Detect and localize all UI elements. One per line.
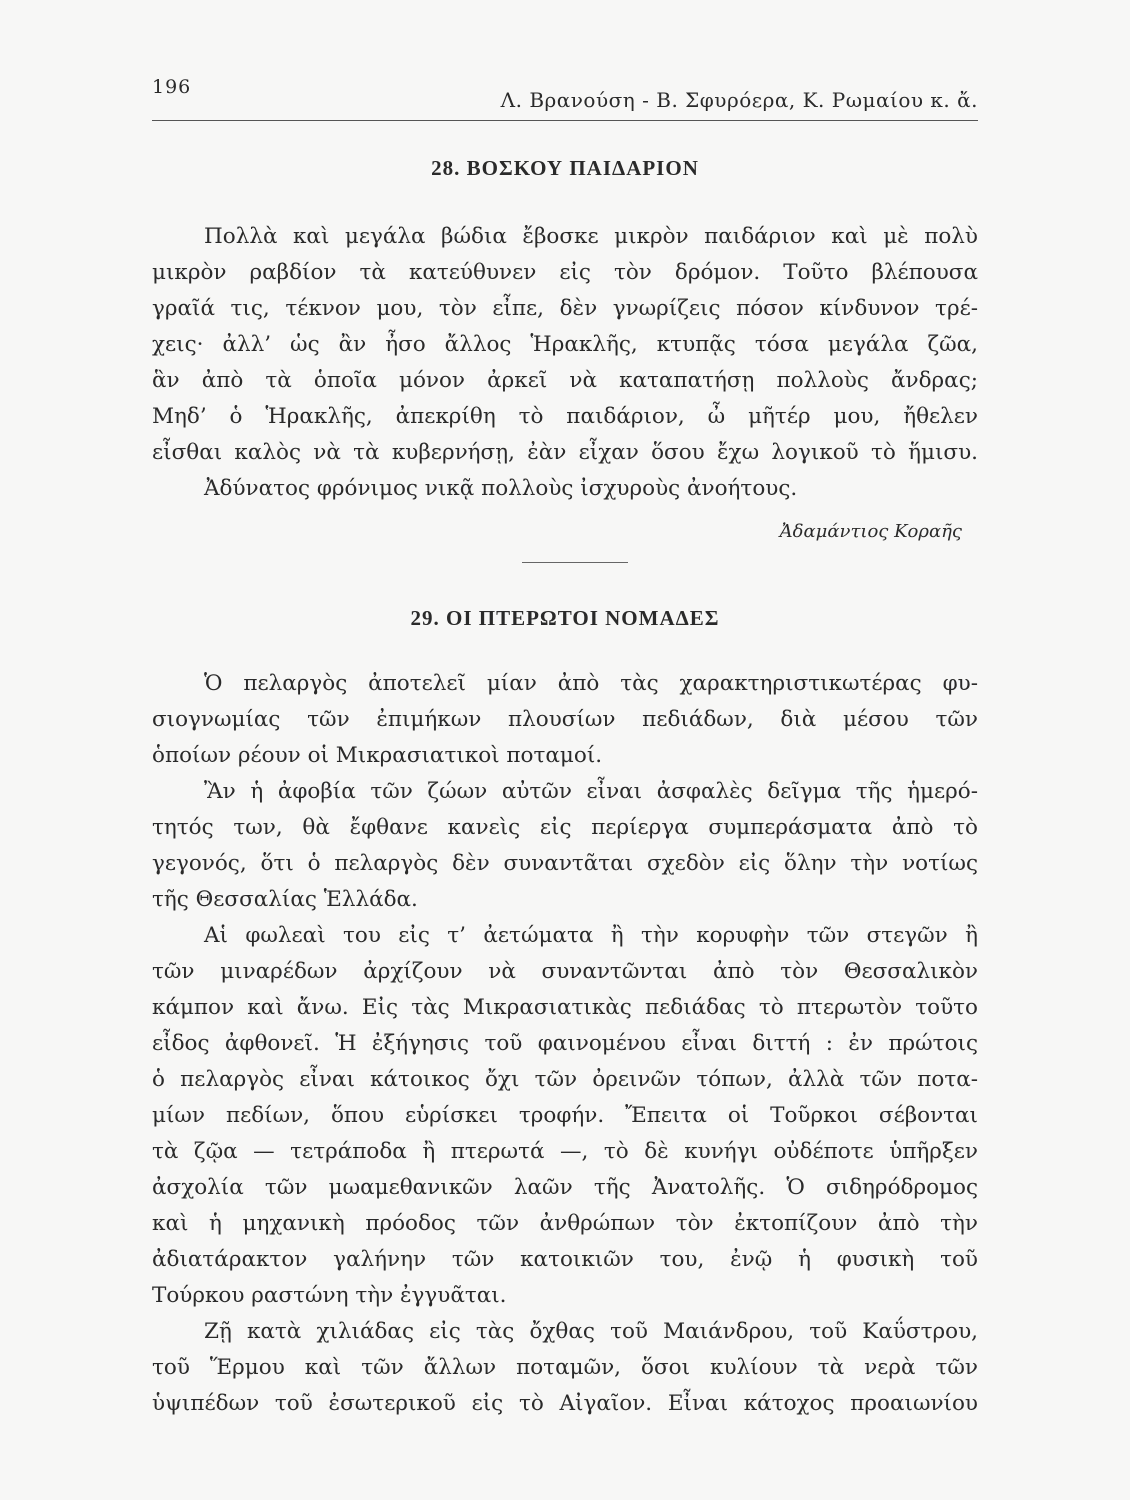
- text-line: σιογνωμίας τῶν ἐπιμήκων πλουσίων πεδιάδων, διὰ μέσου τῶν: [152, 707, 978, 732]
- text-line: τῆς Θεσσαλίας Ἑλλάδα.: [152, 887, 418, 912]
- text-line: ἀσχολία τῶν μωαμεθανικῶν λαῶν τῆς Ἀνατολῆς. Ὁ σιδηρόδρομος: [152, 1175, 978, 1200]
- author-signature: Ἀδαμάντιος Κοραῆς: [779, 521, 962, 542]
- text-line: ἀδιατάρακτον γαλήνην τῶν κατοικιῶν του, ἐνῷ ἡ φυσικὴ τοῦ: [152, 1247, 978, 1272]
- text-line: Τούρκου ραστώνη τὴν ἐγγυᾶται.: [152, 1283, 507, 1308]
- text-line: Μηδ’ ὁ Ἡρακλῆς, ἀπεκρίθη τὸ παιδάριον, ὦ μῆτέρ μου, ἤθελεν: [152, 404, 978, 429]
- text-line: μίων πεδίων, ὅπου εὑρίσκει τροφήν. Ἔπειτα οἱ Τοῦρκοι σέβονται: [152, 1103, 978, 1128]
- text-line: καὶ ἡ μηχανικὴ πρόοδος τῶν ἀνθρώπων τὸν ἐκτοπίζουν ἀπὸ τὴν: [152, 1211, 978, 1236]
- running-head: Λ. Βρανούση - Β. Σφυρόερα, Κ. Ρωμαίου κ. ἄ.: [500, 88, 978, 112]
- text-line: ὑψιπέδων τοῦ ἐσωτερικοῦ εἰς τὸ Αἰγαῖον. Εἶναι κάτοχος προαιωνίου: [152, 1391, 978, 1416]
- text-line: ἃν ἀπὸ τὰ ὁποῖα μόνον ἀρκεῖ νὰ καταπατήσῃ πολλοὺς ἄνδρας;: [152, 368, 978, 393]
- text-line: Ἂν ἡ ἀφοβία τῶν ζώων αὐτῶν εἶναι ἀσφαλὲς δεῖγμα τῆς ἡμερό-: [204, 779, 978, 804]
- text-line: γραῖά τις, τέκνον μου, τὸν εἶπε, δὲν γνωρίζεις πόσον κίνδυνον τρέ-: [152, 296, 978, 321]
- section-separator: [522, 562, 628, 563]
- text-line: Ὁ πελαργὸς ἀποτελεῖ μίαν ἀπὸ τὰς χαρακτηριστικωτέρας φυ-: [204, 671, 978, 696]
- section-title-29: 29. ΟΙ ΠΤΕΡΩΤΟΙ ΝΟΜΑΔΕΣ: [410, 606, 720, 630]
- text-line: Ζῇ κατὰ χιλιάδας εἰς τὰς ὄχθας τοῦ Μαιάνδρου, τοῦ Καΰστρου,: [204, 1319, 978, 1344]
- page-header: [152, 76, 978, 126]
- text-line: τοῦ Ἕρμου καὶ τῶν ἄλλων ποταμῶν, ὅσοι κυλίουν τὰ νερὰ τῶν: [152, 1355, 978, 1380]
- section-title-28: 28. ΒΟΣΚΟΥ ΠΑΙΔΑΡΙΟΝ: [431, 156, 699, 180]
- text-line: κάμπον καὶ ἄνω. Εἰς τὰς Μικρασιατικὰς πεδιάδας τὸ πτερωτὸν τοῦτο: [152, 995, 978, 1020]
- text-line: Αἱ φωλεαὶ του εἰς τ’ ἀετώματα ἢ τὴν κορυφὴν τῶν στεγῶν ἢ: [204, 923, 978, 948]
- text-line: εἶσθαι καλὸς νὰ τὰ κυβερνήσῃ, ἐὰν εἶχαν ὅσου ἔχω λογικοῦ τὸ ἥμισυ.: [152, 440, 978, 465]
- header-rule: [152, 120, 978, 121]
- text-line: Ἀδύνατος φρόνιμος νικᾷ πολλοὺς ἰσχυροὺς ἀνοήτους.: [204, 476, 798, 501]
- text-line: ὁποίων ρέουν οἱ Μικρασιατικοὶ ποταμοί.: [152, 743, 603, 768]
- text-line: ὁ πελαργὸς εἶναι κάτοικος ὄχι τῶν ὀρεινῶν τόπων, ἀλλὰ τῶν ποτα-: [152, 1067, 978, 1092]
- text-line: μικρὸν ραβδίον τὰ κατεύθυνεν εἰς τὸν δρόμον. Τοῦτο βλέπουσα: [152, 260, 978, 285]
- text-line: εἶδος ἀφθονεῖ. Ἡ ἐξήγησις τοῦ φαινομένου εἶναι διττή : ἐν πρώτοις: [152, 1031, 978, 1056]
- text-line: τῶν μιναρέδων ἀρχίζουν νὰ συναντῶνται ἀπὸ τὸν Θεσσαλικὸν: [152, 959, 978, 984]
- text-line: χεις· ἀλλ’ ὡς ἂν ἦσο ἄλλος Ἡρακλῆς, κτυπᾷς τόσα μεγάλα ζῶα,: [152, 332, 978, 357]
- page-number: 196: [152, 76, 192, 98]
- text-line: τητός των, θὰ ἔφθανε κανεὶς εἰς περίεργα συμπεράσματα ἀπὸ τὸ: [152, 815, 978, 840]
- text-line: γεγονός, ὅτι ὁ πελαργὸς δὲν συναντᾶται σχεδὸν εἰς ὅλην τὴν νοτίως: [152, 851, 978, 876]
- text-line: τὰ ζῷα — τετράποδα ἢ πτερωτά —, τὸ δὲ κυνήγι οὐδέποτε ὑπῆρξεν: [152, 1139, 978, 1164]
- text-line: Πολλὰ καὶ μεγάλα βώδια ἔβοσκε μικρὸν παιδάριον καὶ μὲ πολὺ: [204, 224, 978, 249]
